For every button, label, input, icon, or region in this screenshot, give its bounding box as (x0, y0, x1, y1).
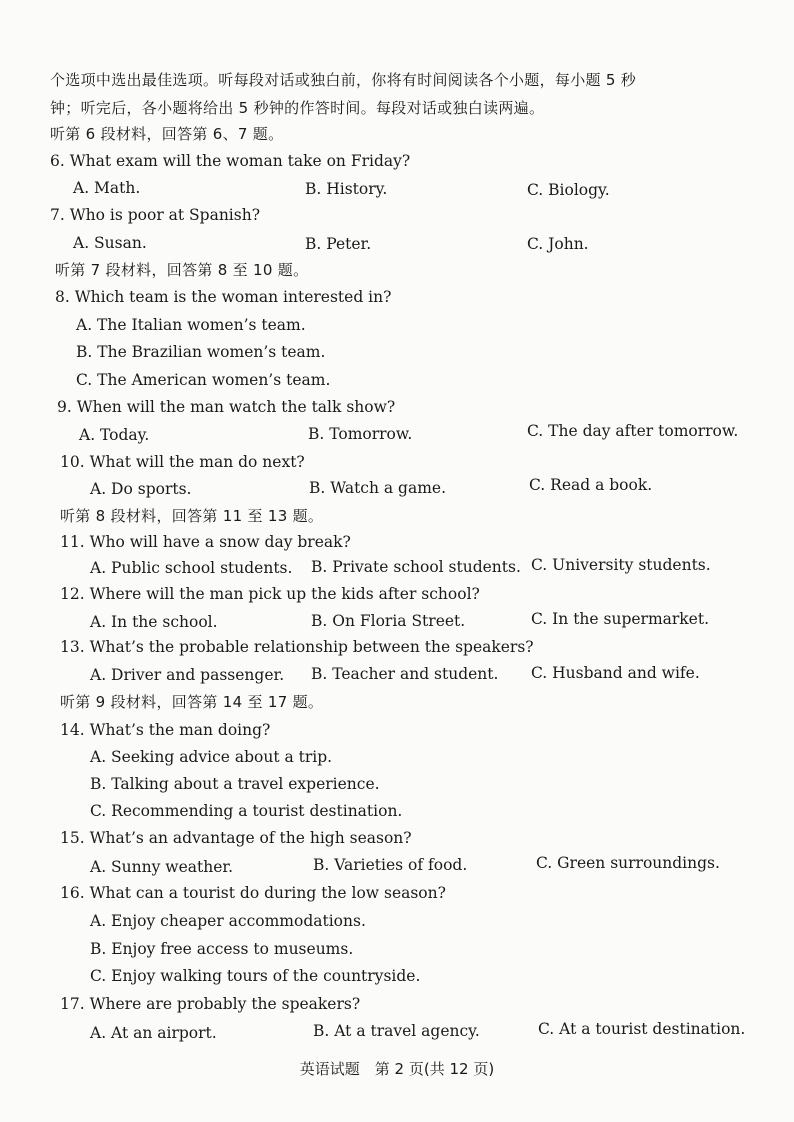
q16-option-c: C. Enjoy walking tours of the countryside. (90, 967, 421, 985)
q6-option-c: C. Biology. (527, 181, 610, 199)
q12-option-b: B. On Floria Street. (311, 612, 466, 630)
q7-option-b: B. Peter. (305, 235, 372, 253)
q7-option-a: A. Susan. (73, 234, 147, 252)
question-11: 11. Who will have a snow day break? (60, 533, 351, 551)
q15-option-b: B. Varieties of food. (313, 856, 468, 874)
q7-option-c: C. John. (527, 235, 589, 253)
q17-option-b: B. At a travel agency. (313, 1022, 480, 1040)
q9-option-b: B. Tomorrow. (308, 425, 413, 443)
q6-option-b: B. History. (305, 180, 388, 198)
q13-option-a: A. Driver and passenger. (90, 666, 285, 684)
q8-option-b: B. The Brazilian women’s team. (76, 343, 326, 361)
question-13: 13. What’s the probable relationship between the speakers? (60, 638, 534, 656)
section-heading-7: 听第 7 段材料，回答第 8 至 10 题。 (55, 261, 309, 279)
question-12: 12. Where will the man pick up the kids after school? (60, 585, 480, 603)
q8-option-c: C. The American women’s team. (76, 371, 331, 389)
q12-option-a: A. In the school. (90, 613, 218, 631)
q17-option-c: C. At a tourist destination. (538, 1020, 746, 1038)
q15-option-c: C. Green surroundings. (536, 854, 720, 872)
q10-option-c: C. Read a book. (529, 476, 653, 494)
q17-option-a: A. At an airport. (90, 1024, 217, 1042)
q12-option-c: C. In the supermarket. (531, 610, 710, 628)
q13-option-b: B. Teacher and student. (311, 665, 499, 683)
q10-option-b: B. Watch a game. (309, 479, 447, 497)
section-heading-9: 听第 9 段材料，回答第 14 至 17 题。 (60, 693, 324, 711)
q13-option-c: C. Husband and wife. (531, 664, 700, 682)
q9-option-c: C. The day after tomorrow. (527, 422, 739, 440)
q9-option-a: A. Today. (79, 426, 150, 444)
q10-option-a: A. Do sports. (90, 480, 192, 498)
q14-option-b: B. Talking about a travel experience. (90, 775, 380, 793)
question-7: 7. Who is poor at Spanish? (50, 206, 261, 224)
question-8: 8. Which team is the woman interested in? (55, 288, 392, 306)
q11-option-c: C. University students. (531, 556, 711, 574)
question-10: 10. What will the man do next? (60, 453, 305, 471)
q11-option-a: A. Public school students. (90, 559, 293, 577)
q16-option-b: B. Enjoy free access to museums. (90, 940, 354, 958)
question-16: 16. What can a tourist do during the low season? (60, 884, 446, 902)
question-17: 17. Where are probably the speakers? (60, 995, 361, 1013)
q16-option-a: A. Enjoy cheaper accommodations. (90, 912, 366, 930)
question-9: 9. When will the man watch the talk show? (57, 398, 396, 416)
question-14: 14. What’s the man doing? (60, 721, 271, 739)
question-15: 15. What’s an advantage of the high season? (60, 829, 412, 847)
q15-option-a: A. Sunny weather. (90, 858, 233, 876)
page-footer: 英语试题 第 2 页(共 12 页) (299, 1060, 495, 1078)
instruction-line-1: 个选项中选出最佳选项。听每段对话或独白前，你将有时间阅读各个小题，每小题 5 秒 (50, 71, 637, 89)
q14-option-a: A. Seeking advice about a trip. (90, 748, 333, 766)
q6-option-a: A. Math. (73, 179, 141, 197)
instruction-line-2: 钟；听完后，各小题将给出 5 秒钟的作答时间。每段对话或独白读两遍。 (50, 99, 545, 117)
q11-option-b: B. Private school students. (311, 558, 521, 576)
section-heading-6: 听第 6 段材料，回答第 6、7 题。 (50, 125, 284, 143)
q8-option-a: A. The Italian women’s team. (76, 316, 306, 334)
q14-option-c: C. Recommending a tourist destination. (90, 802, 403, 820)
question-6: 6. What exam will the woman take on Friday? (50, 152, 411, 170)
section-heading-8: 听第 8 段材料，回答第 11 至 13 题。 (60, 507, 324, 525)
